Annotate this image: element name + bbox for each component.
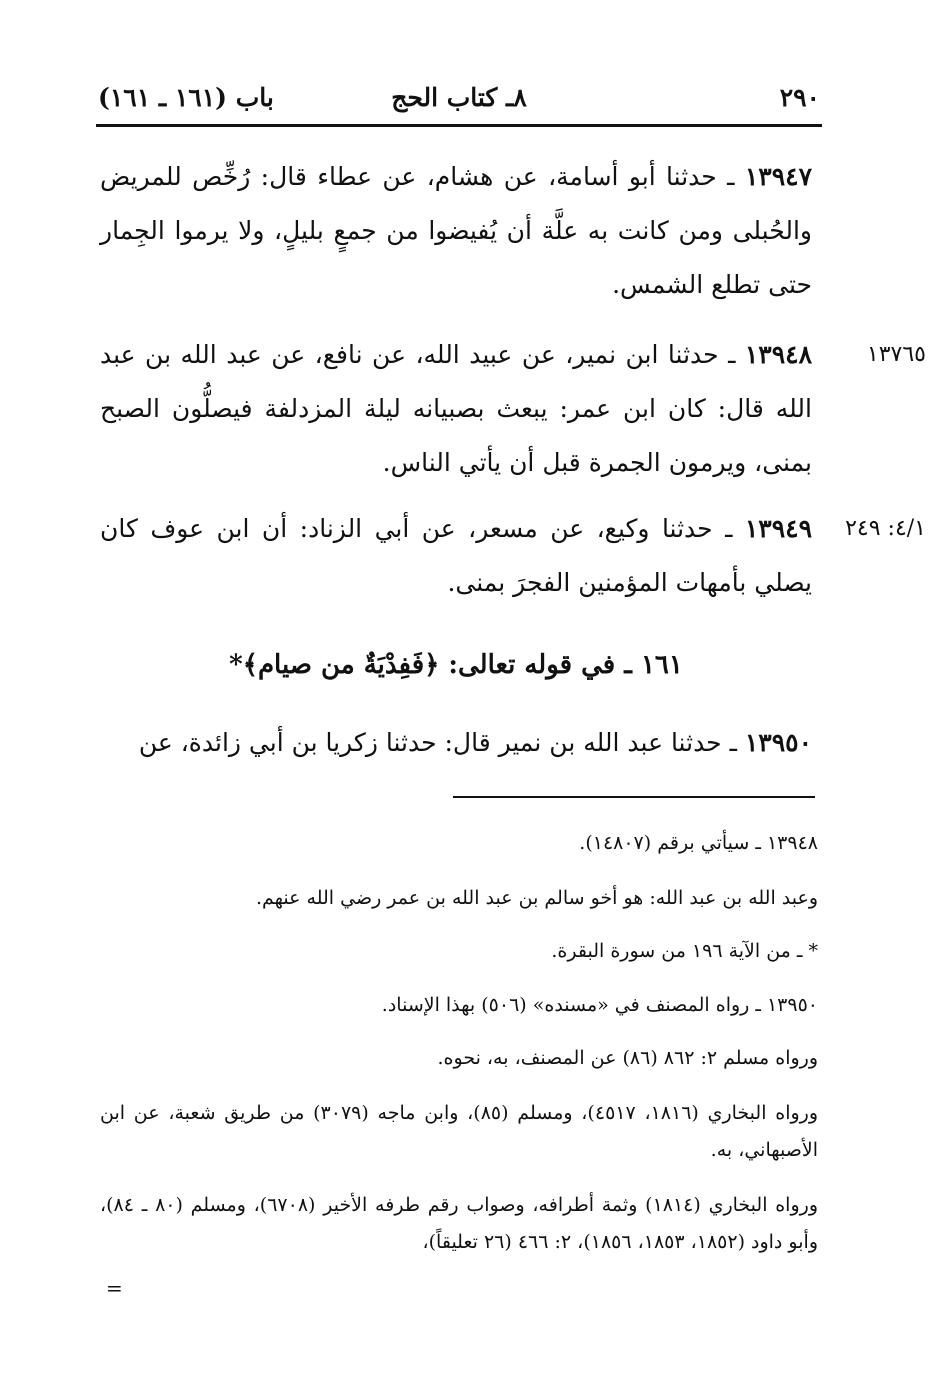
hadith-number: ١٣٩٤٧ (744, 162, 812, 191)
hadith-text: ـ حدثنا أبو أسامة، عن هشام، عن عطاء قال: رُخِّص للمريض والحُبلى ومن كانت به علَّة أن يُفيضوا من جمعٍ بليلٍ، ولا يرموا الجِمار حتى تطلع الشمس. (100, 162, 812, 299)
margin-reference: ١٣٧٦٥ (866, 342, 926, 367)
footnote: ١٣٩٥٠ ـ رواه المصنف في «مسنده» (٥٠٦) بهذا الإسناد. (381, 994, 818, 1016)
chapter-heading: ١٦١ ـ في قوله تعالى: ﴿فَفِدْيَةٌ من صيام﴾* (229, 650, 683, 680)
page-header (98, 78, 820, 118)
hadith-number: ١٣٩٤٨ (744, 340, 812, 369)
hadith-text: ـ حدثنا ابن نمير، عن عبيد الله، عن نافع، عن عبد الله بن عبد الله قال: كان ابن عمر: يبعث بصبيانه ليلة المزدلفة فيصلُّون الصبح بمنى، ويرمون الجمرة قبل أن يأتي الناس. (100, 340, 812, 477)
hadith-13949 (100, 502, 812, 610)
hadith-13948 (100, 328, 812, 490)
hadith-text: ـ حدثنا عبد الله بن نمير قال: حدثنا زكريا بن أبي زائدة، عن (138, 728, 745, 757)
footnote: ورواه البخاري (١٨١٦، ٤٥١٧)، ومسلم (٨٥)، وابن ماجه (٣٠٧٩) من طريق شعبة، عن ابن الأصبهاني، به. (100, 1102, 818, 1161)
footnote-rule (453, 796, 815, 798)
continuation-mark: = (106, 1276, 123, 1300)
hadith-13947 (100, 150, 812, 312)
hadith-text: ـ حدثنا وكيع، عن مسعر، عن أبي الزناد: أن ابن عوف كان يصلي بأمهات المؤمنين الفجرَ بمنى. (100, 514, 812, 597)
footnote: ورواه البخاري (١٨١٤) وثمة أطرافه، وصواب رقم طرفه الأخير (٦٧٠٨)، ومسلم (٨٠ ـ ٨٤)، وأبو داود (١٨٥٢، ١٨٥٣، ١٨٥٦)، ٢: ٤٦٦ (٢٦ تعليقاً)، (100, 1194, 818, 1253)
footnote: ١٣٩٤٨ ـ سيأتي برقم (١٤٨٠٧). (579, 832, 818, 854)
page-number: ٢٩٠ (779, 83, 820, 112)
hadith-13950 (100, 716, 812, 770)
footnote: ورواه مسلم ٢: ٨٦٢ (٨٦) عن المصنف، به، نحوه. (437, 1047, 818, 1069)
footnote: * ـ من الآية ١٩٦ من سورة البقرة. (551, 940, 818, 962)
chapter-range: باب (١٦١ ـ ١٦١) (98, 83, 274, 112)
margin-reference: ٤/١: ٢٤٩ (845, 516, 926, 541)
hadith-number: ١٣٩٥٠ (744, 728, 812, 757)
footnote: وعبد الله بن عبد الله: هو أخو سالم بن عبد الله بن عمر رضي الله عنهم. (255, 887, 818, 909)
hadith-number: ١٣٩٤٩ (744, 514, 812, 543)
book-title: ٨ـ كتاب الحج (391, 83, 527, 112)
header-rule (96, 124, 822, 127)
